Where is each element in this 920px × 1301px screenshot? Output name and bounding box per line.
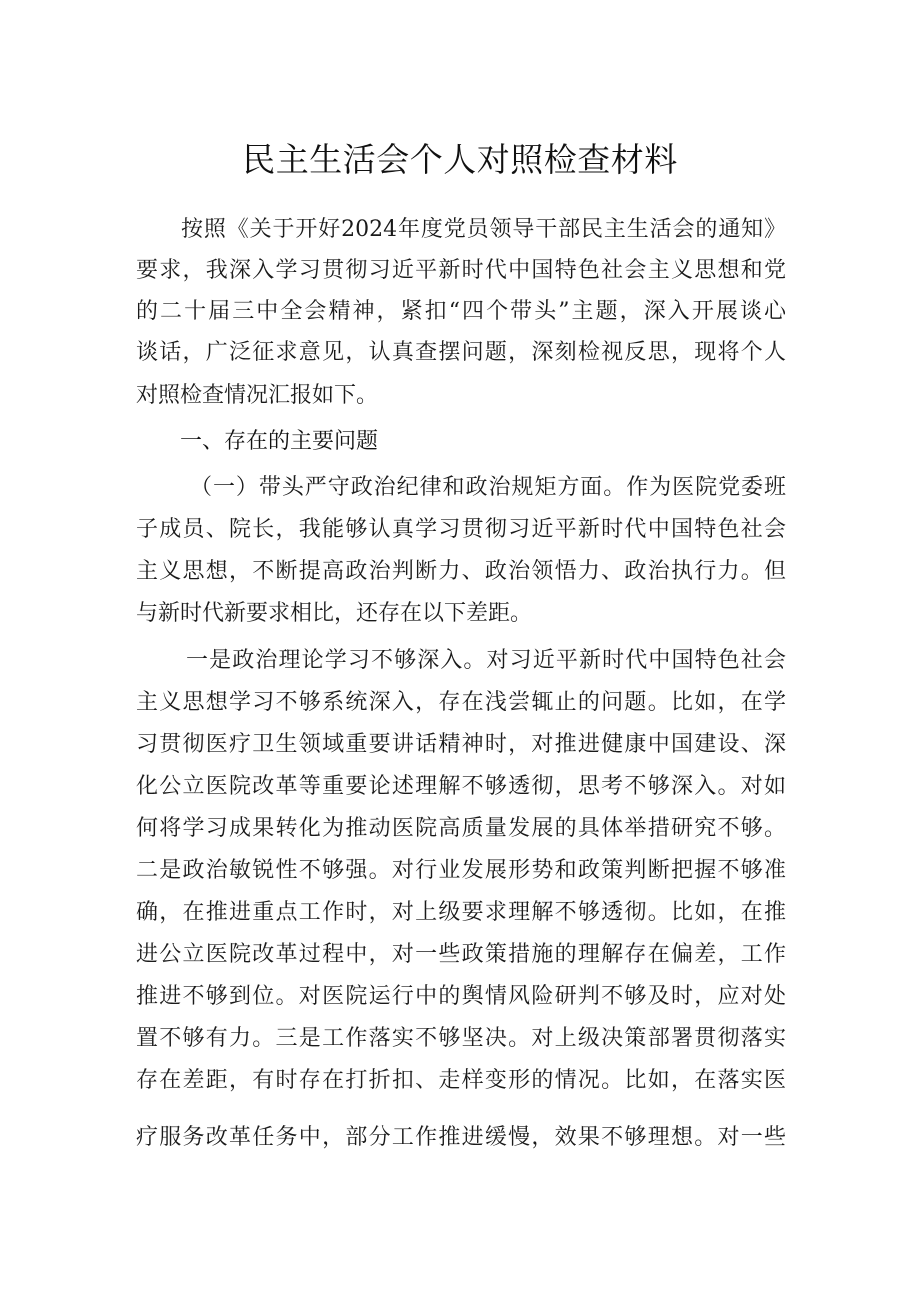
document-title: 民主生活会个人对照检查材料 <box>242 140 678 179</box>
section-heading: 一、存在的主要问题 <box>180 429 379 454</box>
body-line: 何将学习成果转化为推动医院高质量发展的具体举措研究不够。 <box>136 816 786 841</box>
intro-line: 谈话，广泛征求意见，认真查摆问题，深刻检视反思，现将个人 <box>136 340 786 365</box>
body-line: 疗服务改革任务中，部分工作推进缓慢，效果不够理想。对一些 <box>136 1125 786 1150</box>
intro-line: 按照《关于开好2024年度党员领导干部民主生活会的通知》 <box>181 217 786 242</box>
body-line: 存在差距，有时存在打折扣、走样变形的情况。比如，在落实医 <box>136 1068 786 1093</box>
body-line: 进公立医院改革过程中，对一些政策措施的理解存在偏差，工作 <box>136 942 786 967</box>
subsection-line: 子成员、院长，我能够认真学习贯彻习近平新时代中国特色社会 <box>136 517 786 542</box>
body-line: 一是政治理论学习不够深入。对习近平新时代中国特色社会 <box>186 648 786 673</box>
subsection-line: 主义思想，不断提高政治判断力、政治领悟力、政治执行力。但 <box>136 559 786 584</box>
body-line: 推进不够到位。对医院运行中的舆情风险研判不够及时，应对处 <box>136 984 786 1009</box>
intro-line: 要求，我深入学习贯彻习近平新时代中国特色社会主义思想和党 <box>136 258 786 283</box>
body-line: 确，在推进重点工作时，对上级要求理解不够透彻。比如，在推 <box>136 900 786 925</box>
body-line: 习贯彻医疗卫生领域重要讲话精神时，对推进健康中国建设、深 <box>136 732 786 757</box>
intro-line: 的二十届三中全会精神，紧扣“四个带头”主题，深入开展谈心 <box>136 299 786 324</box>
body-line: 置不够有力。三是工作落实不够坚决。对上级决策部署贯彻落实 <box>136 1026 786 1051</box>
body-line: 二是政治敏锐性不够强。对行业发展形势和政策判断把握不够准 <box>136 858 786 883</box>
body-line: 主义思想学习不够系统深入，存在浅尝辄止的问题。比如，在学 <box>136 690 786 715</box>
intro-line: 对照检查情况汇报如下。 <box>136 383 379 408</box>
subsection-line: （一）带头严守政治纪律和政治规矩方面。作为医院党委班 <box>190 475 786 500</box>
body-line: 化公立医院改革等重要论述理解不够透彻，思考不够深入。对如 <box>136 774 786 799</box>
subsection-line: 与新时代新要求相比，还存在以下差距。 <box>136 601 533 626</box>
